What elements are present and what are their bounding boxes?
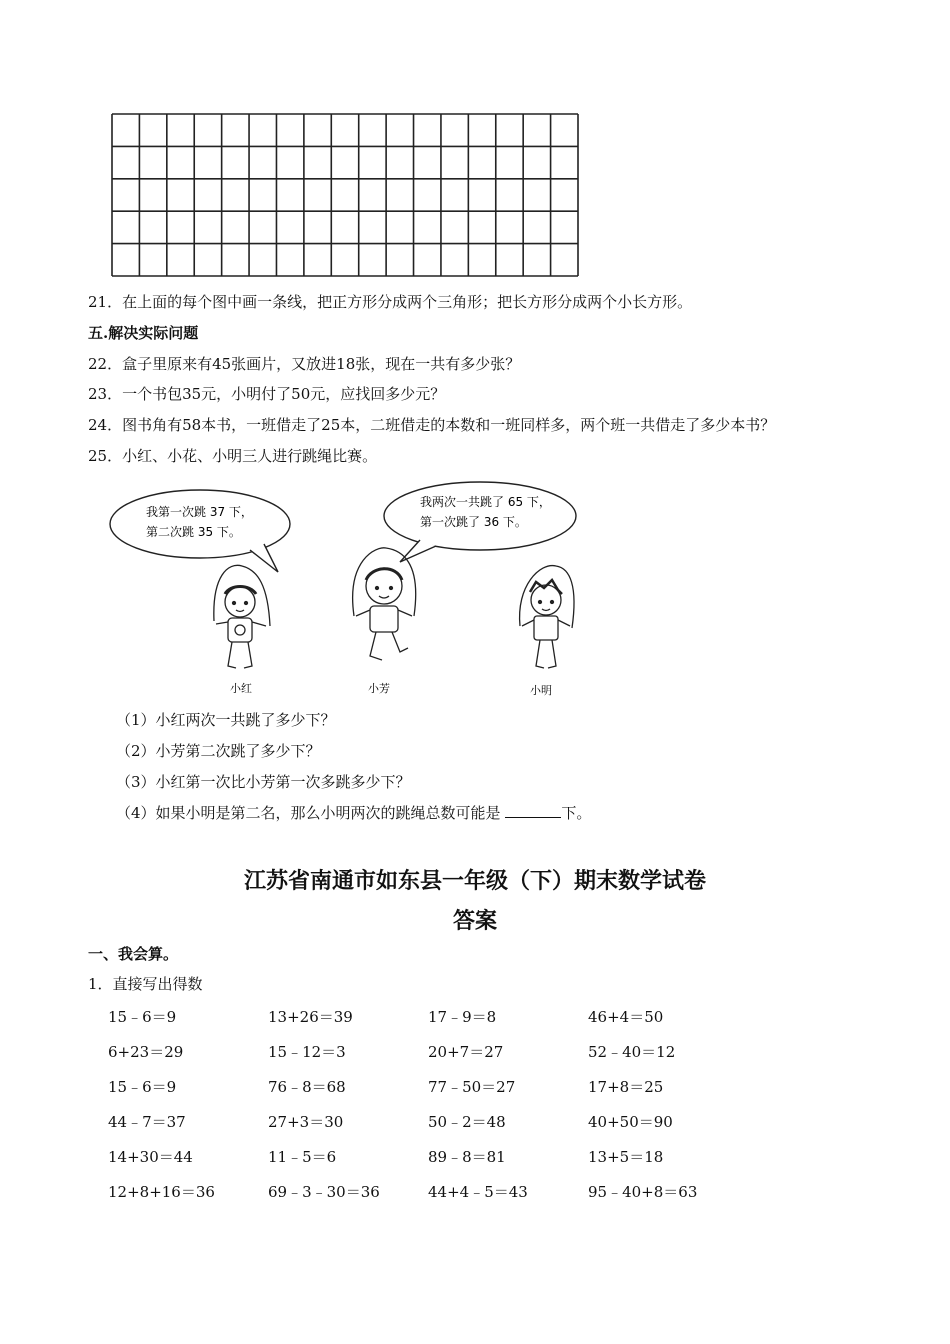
calc-answer: 17﹣9＝8 bbox=[428, 1008, 497, 1026]
calc-answer: 40+50＝90 bbox=[588, 1113, 673, 1131]
calc-answer: 52﹣40＝12 bbox=[588, 1043, 676, 1061]
calc-answer: 50﹣2＝48 bbox=[428, 1113, 506, 1131]
dot-grid-figure bbox=[110, 112, 582, 280]
sub-question-3: （3）小红第一次比小芳第一次多跳多少下？ bbox=[116, 773, 411, 791]
answer-title: 江苏省南通市如东县一年级（下）期末数学试卷 bbox=[243, 869, 706, 894]
calc-answer: 95﹣40+8＝63 bbox=[588, 1183, 698, 1201]
boy-xiaoming-figure bbox=[520, 566, 574, 668]
calc-answer: 13+5＝18 bbox=[588, 1148, 664, 1166]
question-23: 23．一个书包35元，小明付了50元，应找回多少元？ bbox=[88, 385, 446, 403]
name-xiaohong: 小红 bbox=[230, 682, 252, 695]
calc-answer: 17+8＝25 bbox=[588, 1078, 664, 1096]
sub-question-2: （2）小芳第二次跳了多少下？ bbox=[116, 742, 321, 760]
calc-answer: 77﹣50＝27 bbox=[428, 1078, 516, 1096]
calc-answer: 89﹣8＝81 bbox=[428, 1148, 506, 1166]
sub-question-1: （1）小红两次一共跳了多少下？ bbox=[116, 711, 336, 729]
question-24: 24．图书角有58本书，一班借走了25本，二班借走的本数和一班同样多，两个班一共借走了多少本书？ bbox=[88, 416, 776, 434]
girl-xiaofang-figure bbox=[353, 548, 416, 660]
calc-answer: 15﹣6＝9 bbox=[108, 1008, 177, 1026]
calc-answer: 44+4﹣5＝43 bbox=[428, 1183, 528, 1201]
rope-skipping-illustration bbox=[100, 476, 600, 704]
bubble2-line2: 第一次跳了 36 下。 bbox=[420, 515, 527, 529]
calc-answer: 15﹣6＝9 bbox=[108, 1078, 177, 1096]
name-xiaoming: 小明 bbox=[530, 684, 552, 697]
calc-answer: 14+30＝44 bbox=[108, 1148, 193, 1166]
answer-subtitle: 答案 bbox=[452, 909, 497, 934]
calc-answer: 13+26＝39 bbox=[268, 1008, 353, 1026]
calc-answer: 20+7＝27 bbox=[428, 1043, 504, 1061]
calc-answer: 15﹣12＝3 bbox=[268, 1043, 346, 1061]
girl-xiaohong-figure bbox=[214, 565, 270, 668]
calc-answer: 76﹣8＝68 bbox=[268, 1078, 346, 1096]
sub-question-4 bbox=[116, 803, 591, 823]
sub-question-4-prefix: （4）如果小明是第二名，那么小明两次的跳绳总数可能是 bbox=[116, 804, 501, 822]
answer-question-1: 1．直接写出得数 bbox=[88, 975, 203, 993]
calc-answer: 11﹣5＝6 bbox=[268, 1148, 337, 1166]
calc-answer: 46+4＝50 bbox=[588, 1008, 664, 1026]
calc-answer: 69﹣3﹣30＝36 bbox=[268, 1183, 380, 1201]
answer-blank[interactable] bbox=[505, 803, 561, 818]
calc-answer: 6+23＝29 bbox=[108, 1043, 184, 1061]
answer-section-1-heading: 一、我会算。 bbox=[88, 945, 179, 963]
calc-answer: 44﹣7＝37 bbox=[108, 1113, 186, 1131]
name-xiaofang: 小芳 bbox=[368, 682, 390, 695]
bubble1-line1: 我第一次跳 37 下， bbox=[146, 505, 253, 519]
bubble1-line2: 第二次跳 35 下。 bbox=[146, 525, 241, 539]
question-22: 22．盒子里原来有45张画片，又放进18张，现在一共有多少张？ bbox=[88, 355, 521, 373]
calc-answer: 27+3＝30 bbox=[268, 1113, 344, 1131]
question-25: 25．小红、小花、小明三人进行跳绳比赛。 bbox=[88, 447, 378, 465]
bubble2-line1: 我两次一共跳了 65 下， bbox=[420, 495, 551, 509]
sub-question-4-suffix: 下。 bbox=[561, 804, 592, 822]
calc-answer: 12+8+16＝36 bbox=[108, 1183, 215, 1201]
section-5-heading: 五.解决实际问题 bbox=[88, 324, 199, 342]
question-21: 21．在上面的每个图中画一条线，把正方形分成两个三角形；把长方形分成两个小长方形。 bbox=[88, 293, 693, 311]
